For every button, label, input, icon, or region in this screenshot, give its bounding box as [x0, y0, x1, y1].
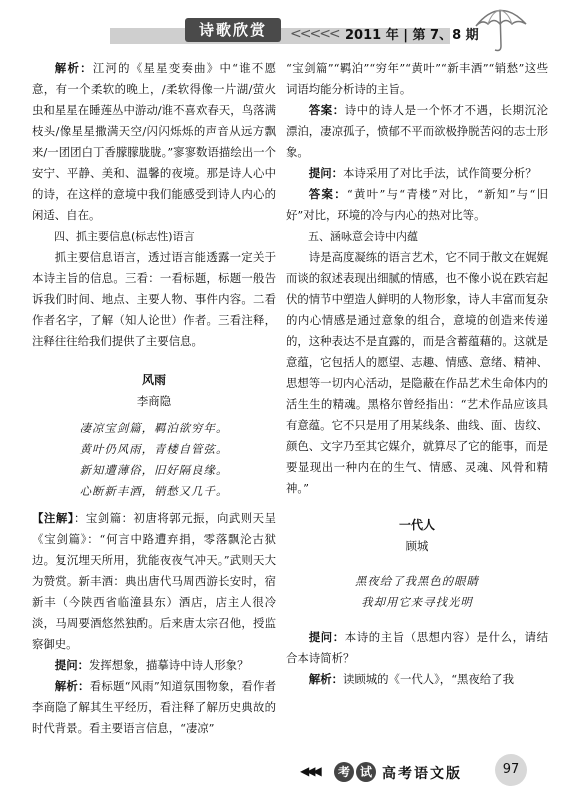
body-paragraph: 抓主要信息语言，透过语言能透露一定关于本诗主旨的信息。三看：一看标题，标题一般告诉我们时间、地点、主要人物、事件内容。二看作者名字，了解（知人论世）作者。三看注释，注释往往给我们提供了主要信息。: [32, 250, 276, 348]
page-number: 97: [495, 754, 527, 786]
analysis-text: 看标题“风雨”知道氛围物象，看作者李商隐了解其生平经历，看注释了解历史典故的时代背景。看主要语言信息，“凄凉”: [32, 679, 276, 735]
answer-text: “黄叶”与“青楼”对比，“新知”与“旧好”对比，环境的冷与内心的热对比等。: [286, 187, 548, 222]
header-chevrons: <<<<<: [290, 26, 339, 42]
question-label: 提问：: [308, 630, 345, 644]
poem-line: 新知遭薄俗，旧好隔良缘。: [79, 463, 229, 477]
answer-paragraph: [286, 184, 548, 226]
body-paragraph: 诗是高度凝练的语言艺术，它不同于散文在娓娓而谈的叙述表现出细腻的情感，也不像小说在跌宕起伏的情节中塑造人鲜明的人物形象，诗人丰富而复杂的内心情感是通过意象的组合，意境的创造来传递的，这种表达不是直露的，而是含蓄蕴藉的。这就是意蕴，它包括人的愿望、志趣、情感、意绪、精神、思想等一切内心活动，是隐蔽在作品艺术生命体内的活生生的精魂。黑格尔曾经指出：“艺术作品应该具有意蕴。它不只是用了用某线条、曲线、面、齿纹、颜色、文字乃至其它媒介，就算尽了它的能事，而是要显现出一种内在的生气、情感、灵魂、风骨和精神。”: [286, 250, 549, 495]
analysis-label: 解析：: [54, 679, 90, 693]
section-tag: 诗歌欣赏: [185, 18, 281, 42]
question-paragraph: [286, 163, 548, 184]
analysis-paragraph: [32, 676, 276, 739]
question-paragraph: [286, 627, 548, 669]
analysis-text: 江河的《星星变奏曲》中“谁不愿意，有一个柔软的晚上，/柔软得像一片湖/萤火虫和星星在睡莲丛中游动/谁不喜欢春天，鸟落满枝头/像星星撒满天空/闪闪烁烁的声音从远方飘来/一团团白丁香朦朦胧胧。”寥寥数语描绘出一个安宁、平静、美和、温馨的夜境。那是诗人心中的诗，在这样的意境中我们能感受到诗人内心的闲适、自在。: [32, 61, 276, 222]
poem-author: 顾城: [405, 539, 429, 553]
analysis-paragraph: [286, 669, 548, 690]
answer-paragraph: [286, 100, 548, 163]
left-column: [32, 58, 276, 739]
poem-title: 风雨: [141, 373, 166, 387]
analysis-label: 解析：: [54, 61, 93, 75]
question-text: 发挥想象，描摹诗中诗人形象？: [88, 658, 249, 672]
question-paragraph: [32, 655, 276, 676]
answer-text: 诗中的诗人是一个怀才不遇，长期沉沦漂泊，凄凉孤子，愤郁不平而欲极挣脱苦闷的志士形象。: [286, 103, 548, 159]
note-text: ：宝剑篇：初唐将郭元振，向武则天呈《宝剑篇》：“何言中路遭弃捐，零落飘沦古狱边。复沉埋天所用，犹能夜夜气冲天。”武则天大为赞赏。新丰酒：典出唐代马周西游长安时，宿新丰（今陕西省临潼县东）酒店，店主人很冷淡，马周要酒悠然独酌。后来唐太宗召他，授监察御史。: [32, 511, 276, 651]
analysis-text: 读顾城的《一代人》，“黑夜给了我: [342, 672, 514, 686]
right-column: [286, 58, 548, 690]
poem-line: 黄叶仍风雨，青楼自管弦。: [79, 442, 229, 456]
question-text: 本诗采用了对比手法，试作简要分析？: [342, 166, 537, 180]
note-paragraph: [32, 508, 276, 655]
section-heading-5: 五、涵咏意会诗中内蕴: [308, 230, 418, 243]
question-label: 提问：: [308, 166, 343, 180]
answer-label: 答案：: [308, 187, 347, 201]
section-heading-4: 四、抓主要信息(标志性)语言: [54, 230, 195, 243]
question-label: 提问：: [54, 658, 89, 672]
body-paragraph: “宝剑篇”“羁泊”“穷年”“黄叶”“新丰酒”“销愁”这些词语均能分析诗的主旨。: [286, 61, 548, 96]
footer-badge: 试: [356, 762, 376, 782]
poem-line: 黑夜给了我黑色的眼睛: [355, 574, 479, 588]
poem-title: 一代人: [398, 518, 435, 532]
poem-line: 我却用它来寻找光明: [361, 595, 473, 609]
analysis-label: 解析：: [308, 672, 343, 686]
poem-line: 凄凉宝剑篇，羁泊欲穷年。: [79, 421, 229, 435]
answer-label: 答案：: [308, 103, 345, 117]
poem-line: 心断新丰酒，销愁又几千。: [79, 484, 229, 498]
issue-label: 2011 年 | 第 7、8 期: [345, 28, 479, 43]
footer-arrows-icon: ◀◀◀: [300, 764, 319, 778]
umbrella-icon: [470, 2, 530, 57]
poem-author: 李商隐: [136, 394, 172, 408]
footer-title: 高考语文版: [382, 766, 462, 782]
question-text: 本诗的主旨（思想内容）是什么，请结合本诗简析？: [286, 630, 548, 665]
analysis-paragraph: [32, 58, 276, 226]
footer-badge: 考: [334, 762, 354, 782]
note-label: 【注解】: [32, 511, 74, 525]
